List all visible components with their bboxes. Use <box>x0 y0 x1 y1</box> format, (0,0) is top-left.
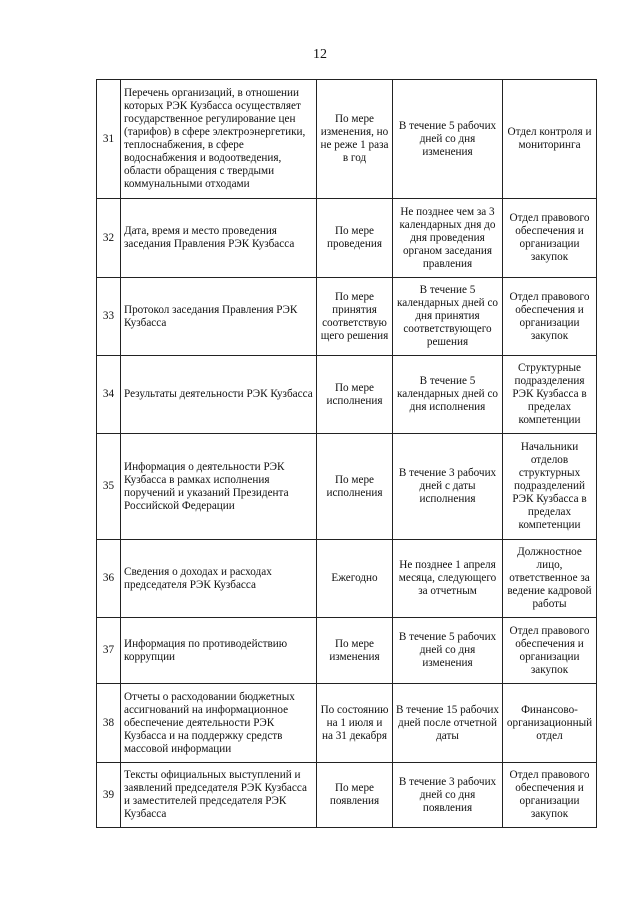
publication-term: В течение 5 рабочих дней со дня изменения <box>393 618 503 684</box>
responsible-unit: Начальники отделов структурных подразделений РЭК Кузбасса в пределах компетенции <box>503 434 597 540</box>
table-row <box>97 80 597 199</box>
row-number: 34 <box>97 356 121 434</box>
row-number: 37 <box>97 618 121 684</box>
table-row <box>97 684 597 763</box>
row-number: 31 <box>97 80 121 199</box>
responsible-unit: Финансово-организационный отдел <box>503 684 597 763</box>
responsible-unit: Структурные подразделения РЭК Кузбасса в пределах компетенции <box>503 356 597 434</box>
responsible-unit: Отдел правового обеспечения и организации закупок <box>503 618 597 684</box>
row-number: 33 <box>97 278 121 356</box>
publication-term: Не позднее чем за 3 календарных дня до дня проведения органом заседания правления <box>393 199 503 278</box>
info-name: Протокол заседания Правления РЭК Кузбасса <box>121 278 317 356</box>
row-number: 38 <box>97 684 121 763</box>
update-period: По мере изменения, но не реже 1 раза в год <box>317 80 393 199</box>
publication-term: В течение 3 рабочих дней со дня появления <box>393 763 503 828</box>
publication-term: В течение 5 календарных дней со дня принятия соответствующего решения <box>393 278 503 356</box>
row-number: 36 <box>97 540 121 618</box>
info-name: Информация по противодействию коррупции <box>121 618 317 684</box>
responsible-unit: Отдел контроля и мониторинга <box>503 80 597 199</box>
publication-term: В течение 5 рабочих дней со дня изменения <box>393 80 503 199</box>
update-period: Ежегодно <box>317 540 393 618</box>
update-period: По мере появления <box>317 763 393 828</box>
info-name: Дата, время и место проведения заседания Правления РЭК Кузбасса <box>121 199 317 278</box>
page-number: 12 <box>313 47 327 62</box>
publication-schedule-table <box>96 79 597 828</box>
info-name: Тексты официальных выступлений и заявлений председателя РЭК Кузбасса и заместителей председателя РЭК Кузбасса <box>121 763 317 828</box>
table-row <box>97 763 597 828</box>
table-row <box>97 356 597 434</box>
info-name: Результаты деятельности РЭК Кузбасса <box>121 356 317 434</box>
update-period: По мере исполнения <box>317 356 393 434</box>
responsible-unit: Должностное лицо, ответственное за ведение кадровой работы <box>503 540 597 618</box>
update-period: По мере исполнения <box>317 434 393 540</box>
update-period: По мере проведения <box>317 199 393 278</box>
row-number: 35 <box>97 434 121 540</box>
info-name: Сведения о доходах и расходах председателя РЭК Кузбасса <box>121 540 317 618</box>
publication-term: В течение 3 рабочих дней с даты исполнения <box>393 434 503 540</box>
table-row <box>97 618 597 684</box>
publication-term: В течение 5 календарных дней со дня исполнения <box>393 356 503 434</box>
info-name: Информация о деятельности РЭК Кузбасса в рамках исполнения поручений и указаний Президента Российской Федерации <box>121 434 317 540</box>
info-name: Отчеты о расходовании бюджетных ассигнований на информационное обеспечение деятельности РЭК Кузбасса и на поддержку средств массовой информации <box>121 684 317 763</box>
table-row <box>97 278 597 356</box>
update-period: По мере принятия соответствую щего решения <box>317 278 393 356</box>
publication-term: Не позднее 1 апреля месяца, следующего за отчетным <box>393 540 503 618</box>
table-row <box>97 540 597 618</box>
responsible-unit: Отдел правового обеспечения и организации закупок <box>503 278 597 356</box>
table-row <box>97 199 597 278</box>
publication-term: В течение 15 рабочих дней после отчетной даты <box>393 684 503 763</box>
update-period: По состоянию на 1 июля и на 31 декабря <box>317 684 393 763</box>
row-number: 39 <box>97 763 121 828</box>
row-number: 32 <box>97 199 121 278</box>
responsible-unit: Отдел правового обеспечения и организации закупок <box>503 199 597 278</box>
table-row <box>97 434 597 540</box>
info-name: Перечень организаций, в отношении которых РЭК Кузбасса осуществляет государственное регулирование цен (тарифов) в сфере электроэнергетики, теплоснабжения, в сфере водоснабжения и водоотведения, области обращения с твердыми коммунальными отходами <box>121 80 317 199</box>
responsible-unit: Отдел правового обеспечения и организации закупок <box>503 763 597 828</box>
update-period: По мере изменения <box>317 618 393 684</box>
